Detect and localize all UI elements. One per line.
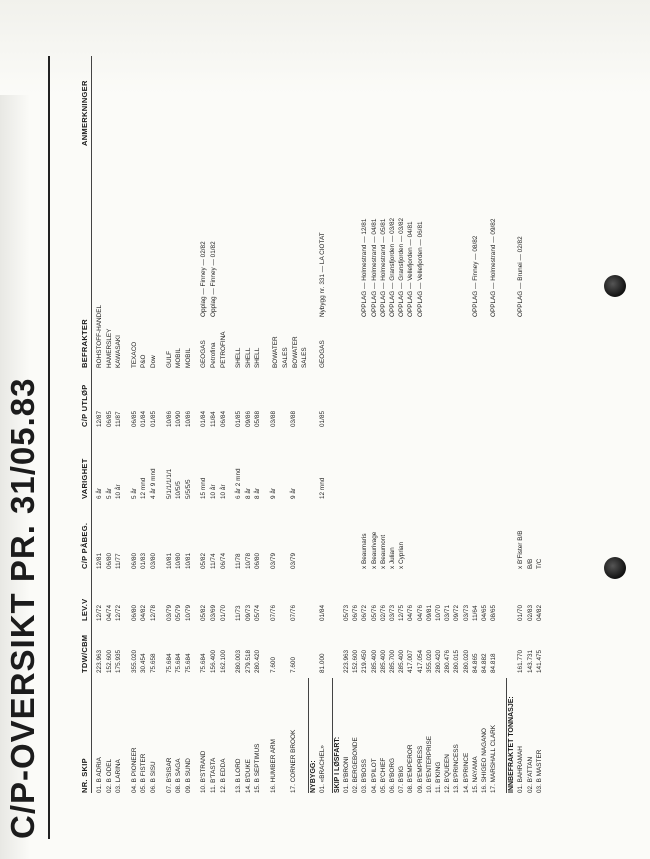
col-header-duration: VARIGHET bbox=[80, 458, 89, 499]
ship-name: 08. B SAGA bbox=[175, 758, 183, 793]
charterer: BOWATER SALES bbox=[291, 336, 309, 368]
cp-end: 06/85 bbox=[130, 411, 138, 427]
duration: 6 år bbox=[96, 487, 103, 499]
tdw: 355.020 bbox=[130, 649, 138, 673]
tdw: 355.020 bbox=[425, 649, 433, 673]
tdw: 84.882 bbox=[481, 653, 488, 673]
charterer: GEOGAS bbox=[318, 340, 326, 368]
ship-name: 01. BAHRAMAH bbox=[517, 746, 524, 793]
charterer: KAWASAKI bbox=[115, 335, 123, 368]
delivery: 07/76 bbox=[270, 605, 277, 621]
cp-start: x B'Fister B/B bbox=[517, 530, 524, 569]
page-title: C/P-OVERSIKT PR. 31/05.83 bbox=[4, 377, 41, 839]
ship-name: 07. B'SISAR bbox=[165, 757, 173, 793]
charterer: Dow bbox=[150, 355, 157, 368]
tdw: 285.400 bbox=[379, 649, 387, 673]
tdw: 161.770 bbox=[517, 649, 524, 673]
cp-start: 03/80 bbox=[150, 553, 157, 569]
ship-name: 08. B'EMPEROR bbox=[407, 744, 415, 793]
duration: 15 mnd bbox=[200, 477, 208, 499]
charterer: GULF bbox=[165, 350, 173, 368]
cp-start: 10/80 bbox=[175, 553, 183, 569]
tdw: 280.420 bbox=[254, 649, 262, 673]
cp-end: 09/86 bbox=[244, 411, 252, 427]
remark: OPPLAG — Holmestrand — 05/81 bbox=[379, 218, 387, 317]
delivery: 04/65 bbox=[481, 605, 488, 621]
remark: OPPLAG — Vellefjorden — 06/81 bbox=[416, 221, 424, 317]
ship-name: 15. NAYAMA bbox=[471, 756, 479, 793]
remark: OPPLAG — Holmestrand — 04/81 bbox=[370, 218, 378, 317]
tdw: 84.818 bbox=[490, 653, 498, 673]
tdw: 280.020 bbox=[462, 649, 470, 673]
ship-name: 15. B SEPTIMUS bbox=[254, 743, 262, 793]
delivery: 01/70 bbox=[517, 605, 524, 621]
delivery: 03/69 bbox=[210, 605, 217, 621]
delivery: 07/76 bbox=[289, 605, 297, 621]
delivery: 09/81 bbox=[425, 605, 433, 621]
delivery: 06/72 bbox=[361, 605, 369, 621]
title-rule bbox=[48, 56, 50, 839]
charterer: HAMERSLEY bbox=[105, 328, 113, 368]
duration: 9 år bbox=[289, 487, 297, 499]
ship-name: 14. B'PRINCE bbox=[462, 752, 470, 793]
cp-start: x Beaumaris bbox=[361, 533, 369, 569]
tdw: 280.003 bbox=[235, 649, 243, 673]
ship-name: 02. BERGEBONDE bbox=[352, 737, 360, 793]
remark: OPPLAG — Brunei — 02/82 bbox=[517, 236, 524, 317]
ship-name: 10. B'ENTERPRISE bbox=[425, 736, 433, 793]
ship-name: 04. B'PILOT bbox=[370, 758, 378, 793]
delivery: 12/72 bbox=[96, 605, 103, 621]
tdw: 285.700 bbox=[389, 649, 396, 673]
cp-end: 10/86 bbox=[165, 411, 173, 427]
charterer: ROHSTOFF-HANDEL bbox=[96, 304, 103, 368]
ship-name: 03. LARINA bbox=[115, 759, 123, 793]
cp-start: x Cyprian bbox=[398, 542, 406, 569]
ship-name: 11. B'TASTA bbox=[210, 757, 217, 793]
cp-start: 05/82 bbox=[200, 553, 208, 569]
duration: 10 år bbox=[210, 484, 217, 499]
delivery: 03/73 bbox=[462, 605, 470, 621]
cp-end: 06/84 bbox=[219, 411, 227, 427]
ship-name: 09. B'EMPRESS bbox=[416, 745, 424, 793]
cp-end: 03/88 bbox=[289, 411, 297, 427]
duration: 5 år bbox=[105, 487, 113, 499]
ship-name: 01. B'BRONI bbox=[343, 756, 350, 793]
ship-name: 01. B ADRIA bbox=[96, 757, 103, 793]
remark: Opplag — Finney — 01/82 bbox=[210, 241, 217, 317]
cp-start: T/C bbox=[536, 558, 544, 569]
cp-end: 12/87 bbox=[96, 411, 103, 427]
remark: OPPLAG — Finney — 08/82 bbox=[471, 235, 479, 317]
cp-end: 10/86 bbox=[184, 411, 192, 427]
duration: 4 år 9 mnd bbox=[150, 468, 157, 499]
cp-start: 11/78 bbox=[235, 553, 243, 569]
charterer: P&O bbox=[140, 354, 148, 368]
innbefraktet-title: INNBEFRAKTET TONNASJE: bbox=[508, 696, 516, 793]
col-header-remarks: ANMERKNINGER bbox=[80, 80, 89, 146]
delivery: 05/82 bbox=[200, 605, 208, 621]
remark: OPPLAG — Holmestrand — 12/81 bbox=[361, 218, 369, 317]
delivery: 04/82 bbox=[140, 605, 148, 621]
cp-start: 12/81 bbox=[96, 553, 103, 569]
charterer: SHELL bbox=[244, 347, 252, 368]
ship-name: 07. B'BIG bbox=[398, 765, 406, 793]
ship-name: 03. B'BOSS bbox=[361, 759, 369, 793]
tdw: 223.963 bbox=[343, 649, 350, 673]
delivery: 12/72 bbox=[115, 605, 123, 621]
duration: 5/1/1/1/1/1 bbox=[165, 468, 173, 499]
ship-name: 04. B PIONEER bbox=[130, 747, 138, 793]
delivery: 02/76 bbox=[379, 605, 387, 621]
duration: 8 år bbox=[254, 487, 262, 499]
tdw: 223.963 bbox=[96, 649, 103, 673]
ship-name: 13. B'PRINCESS bbox=[453, 744, 461, 793]
ship-name: 11. B'KING bbox=[435, 761, 442, 793]
cp-start: x Julian bbox=[389, 547, 396, 569]
cp-start: 10/81 bbox=[184, 553, 192, 569]
ship-name: 06. B SISU bbox=[150, 761, 157, 793]
ship-name: 05. B'CHIEF bbox=[379, 757, 387, 793]
ship-name: 12. B EDDA bbox=[219, 758, 227, 793]
delivery: 09/73 bbox=[244, 605, 252, 621]
delivery: 02/83 bbox=[526, 605, 534, 621]
cp-start: 03/79 bbox=[270, 553, 277, 569]
ship-name: 16. SHIGEO NAGANO bbox=[481, 728, 488, 793]
tdw: 285.400 bbox=[398, 649, 406, 673]
delivery: 05/79 bbox=[175, 605, 183, 621]
tdw: 156.400 bbox=[210, 649, 217, 673]
ship-name: 14. B'DUKE bbox=[244, 759, 252, 793]
ship-name: 16. HUMBER ARM bbox=[270, 739, 277, 793]
tdw: 141.475 bbox=[536, 649, 544, 673]
delivery: 08/65 bbox=[490, 605, 498, 621]
tdw: 152.600 bbox=[352, 649, 360, 673]
duration: 10 år bbox=[219, 484, 227, 499]
nybygg-title: NYBYGG: bbox=[310, 760, 318, 793]
cp-start: x Beaumont bbox=[379, 534, 387, 569]
remark: OPPLAG — Vellefjorden — 04/81 bbox=[407, 221, 415, 317]
cp-end: 01/84 bbox=[200, 411, 208, 427]
ship-name: 05. B FISTER bbox=[140, 753, 148, 793]
cp-start: 11/77 bbox=[115, 553, 123, 569]
tdw: 75.684 bbox=[184, 653, 192, 673]
charterer: MOBIL bbox=[175, 348, 183, 368]
tdw: 417.054 bbox=[416, 649, 424, 673]
tdw: 280.476 bbox=[444, 649, 452, 673]
remark: OPPLAG — Holmestrand — 09/82 bbox=[490, 218, 498, 317]
ship-name: 12. B'QUEEN bbox=[444, 754, 452, 793]
ship-name: 13. B LORD bbox=[235, 758, 243, 793]
charterer: MOBIL bbox=[184, 348, 192, 368]
losfart-rule bbox=[332, 678, 333, 793]
duration: 5 år bbox=[130, 487, 138, 499]
delivery: 05/76 bbox=[370, 605, 378, 621]
cp-end: 03/88 bbox=[270, 411, 277, 427]
charterer: BOWATER SALES bbox=[272, 336, 289, 368]
remark: OPPLAG — Gransfjorden — 03/82 bbox=[398, 217, 406, 317]
tdw: 162.100 bbox=[219, 649, 227, 673]
charterer: SHELL bbox=[235, 347, 243, 368]
remark: OPPLAG — Gransfjorden — 03/82 bbox=[389, 217, 396, 317]
cp-start: 06/74 bbox=[219, 553, 227, 569]
ship-name: 02. B'ATTAN bbox=[526, 756, 534, 793]
delivery: 06/76 bbox=[352, 605, 360, 621]
delivery: 03/79 bbox=[165, 605, 173, 621]
tdw: 7.600 bbox=[270, 657, 277, 673]
tdw: 75.658 bbox=[150, 653, 157, 673]
col-header-tdw: TDW/CBM bbox=[80, 634, 89, 673]
duration: 5/5/5/5 bbox=[184, 479, 192, 499]
col-header-delivery: LEV.V bbox=[80, 598, 89, 621]
charterer: PETROFINA bbox=[219, 331, 227, 368]
innbefraktet-rule bbox=[506, 678, 507, 793]
ship-name: 02. B ODEL bbox=[105, 758, 113, 793]
duration: 10/5/5 bbox=[175, 481, 183, 499]
cp-start: 10/81 bbox=[165, 553, 173, 569]
cp-start: 03/79 bbox=[289, 553, 297, 569]
delivery: 01/84 bbox=[318, 605, 326, 621]
ship-name: 03. B MASTER bbox=[536, 749, 544, 793]
delivery: 10/70 bbox=[435, 605, 442, 621]
tdw: 175.935 bbox=[115, 649, 123, 673]
cp-end: 10/90 bbox=[175, 411, 183, 427]
delivery: 04/74 bbox=[105, 605, 113, 621]
tdw: 279.518 bbox=[244, 649, 252, 673]
delivery: 05/74 bbox=[254, 605, 262, 621]
delivery: 01/70 bbox=[219, 605, 227, 621]
col-header-cp-end: C/P UTLØP bbox=[80, 384, 89, 427]
ship-name: 09. B SUND bbox=[184, 758, 192, 793]
tdw: 285.400 bbox=[370, 649, 378, 673]
cp-start: 06/80 bbox=[130, 553, 138, 569]
cp-start: 11/74 bbox=[210, 553, 217, 569]
tdw: 280.015 bbox=[453, 649, 461, 673]
col-header-ship: NR. SKIP bbox=[80, 758, 89, 793]
cp-end: 01/85 bbox=[150, 411, 157, 427]
nybygg-rule bbox=[308, 678, 309, 793]
tdw: 75.684 bbox=[200, 653, 208, 673]
tdw: 84.865 bbox=[471, 653, 479, 673]
delivery: 05/73 bbox=[343, 605, 350, 621]
delivery: 04/76 bbox=[407, 605, 415, 621]
tdw: 7.600 bbox=[289, 657, 297, 673]
cp-start: 06/80 bbox=[105, 553, 113, 569]
duration: 8 år bbox=[244, 487, 252, 499]
cp-start: 01/83 bbox=[140, 553, 148, 569]
cp-start: 10/78 bbox=[244, 553, 252, 569]
cp-end: 01/85 bbox=[318, 411, 326, 427]
ship-name: 01. «BRACHEL» bbox=[318, 745, 326, 793]
delivery: 11/73 bbox=[235, 605, 243, 621]
header-rule bbox=[91, 56, 92, 793]
tdw: 81.000 bbox=[318, 653, 326, 673]
cp-end: 06/85 bbox=[105, 411, 113, 427]
tdw: 280.420 bbox=[435, 649, 442, 673]
remark: Opplag — Finney — 02/82 bbox=[200, 241, 208, 317]
tdw: 417.007 bbox=[407, 649, 415, 673]
cp-start: x Beaurivage bbox=[370, 531, 378, 569]
charterer: TEXACO bbox=[130, 341, 138, 368]
cp-end: 05/88 bbox=[254, 411, 262, 427]
charterer: SHELL bbox=[254, 347, 262, 368]
delivery: 04/76 bbox=[416, 605, 424, 621]
duration: 12 mnd bbox=[140, 477, 148, 499]
tdw: 30.454 bbox=[140, 653, 148, 673]
remark: Nybygg nr. 331 — LA CIOTAT bbox=[318, 232, 326, 317]
losfart-title: SKIP I LØSFART: bbox=[334, 736, 342, 793]
delivery: 12/75 bbox=[398, 605, 406, 621]
delivery: 10/79 bbox=[184, 605, 192, 621]
delivery: 06/80 bbox=[130, 605, 138, 621]
duration: 6 år 2 mnd bbox=[235, 468, 243, 499]
tdw: 143.731 bbox=[526, 649, 534, 673]
cp-start: 06/80 bbox=[254, 553, 262, 569]
charterer: Petrofina bbox=[210, 342, 217, 368]
cp-end: 01/85 bbox=[235, 411, 243, 427]
delivery: 11/64 bbox=[471, 605, 479, 621]
cp-end: 11/87 bbox=[115, 411, 123, 427]
duration: 12 mnd bbox=[318, 477, 326, 499]
delivery: 04/82 bbox=[536, 605, 544, 621]
col-header-charterer: BEFRAKTER bbox=[80, 319, 89, 368]
tdw: 75.684 bbox=[175, 653, 183, 673]
ship-name: 06. B'BORG bbox=[389, 758, 396, 793]
tdw: 219.450 bbox=[361, 649, 369, 673]
delivery: 03/71 bbox=[444, 605, 452, 621]
cp-end: 01/84 bbox=[140, 411, 148, 427]
duration: 10 år bbox=[115, 484, 123, 499]
charterer: GEOGAS bbox=[200, 340, 208, 368]
col-header-cp-start: C/P PÅBEG. bbox=[80, 522, 89, 569]
ship-name: 17. CORNER BROOK bbox=[289, 729, 297, 793]
tdw: 75.684 bbox=[165, 653, 173, 673]
tdw: 152.600 bbox=[105, 649, 113, 673]
delivery: 09/72 bbox=[453, 605, 461, 621]
delivery: 12/78 bbox=[150, 605, 157, 621]
cp-end: 11/84 bbox=[210, 411, 217, 427]
duration: 9 år bbox=[270, 487, 277, 499]
ship-name: 10. B'STRAND bbox=[200, 750, 208, 793]
ship-name: 17. MARSHALL CLARK bbox=[490, 725, 498, 793]
cp-start: B/B bbox=[526, 558, 534, 569]
delivery: 03/73 bbox=[389, 605, 396, 621]
